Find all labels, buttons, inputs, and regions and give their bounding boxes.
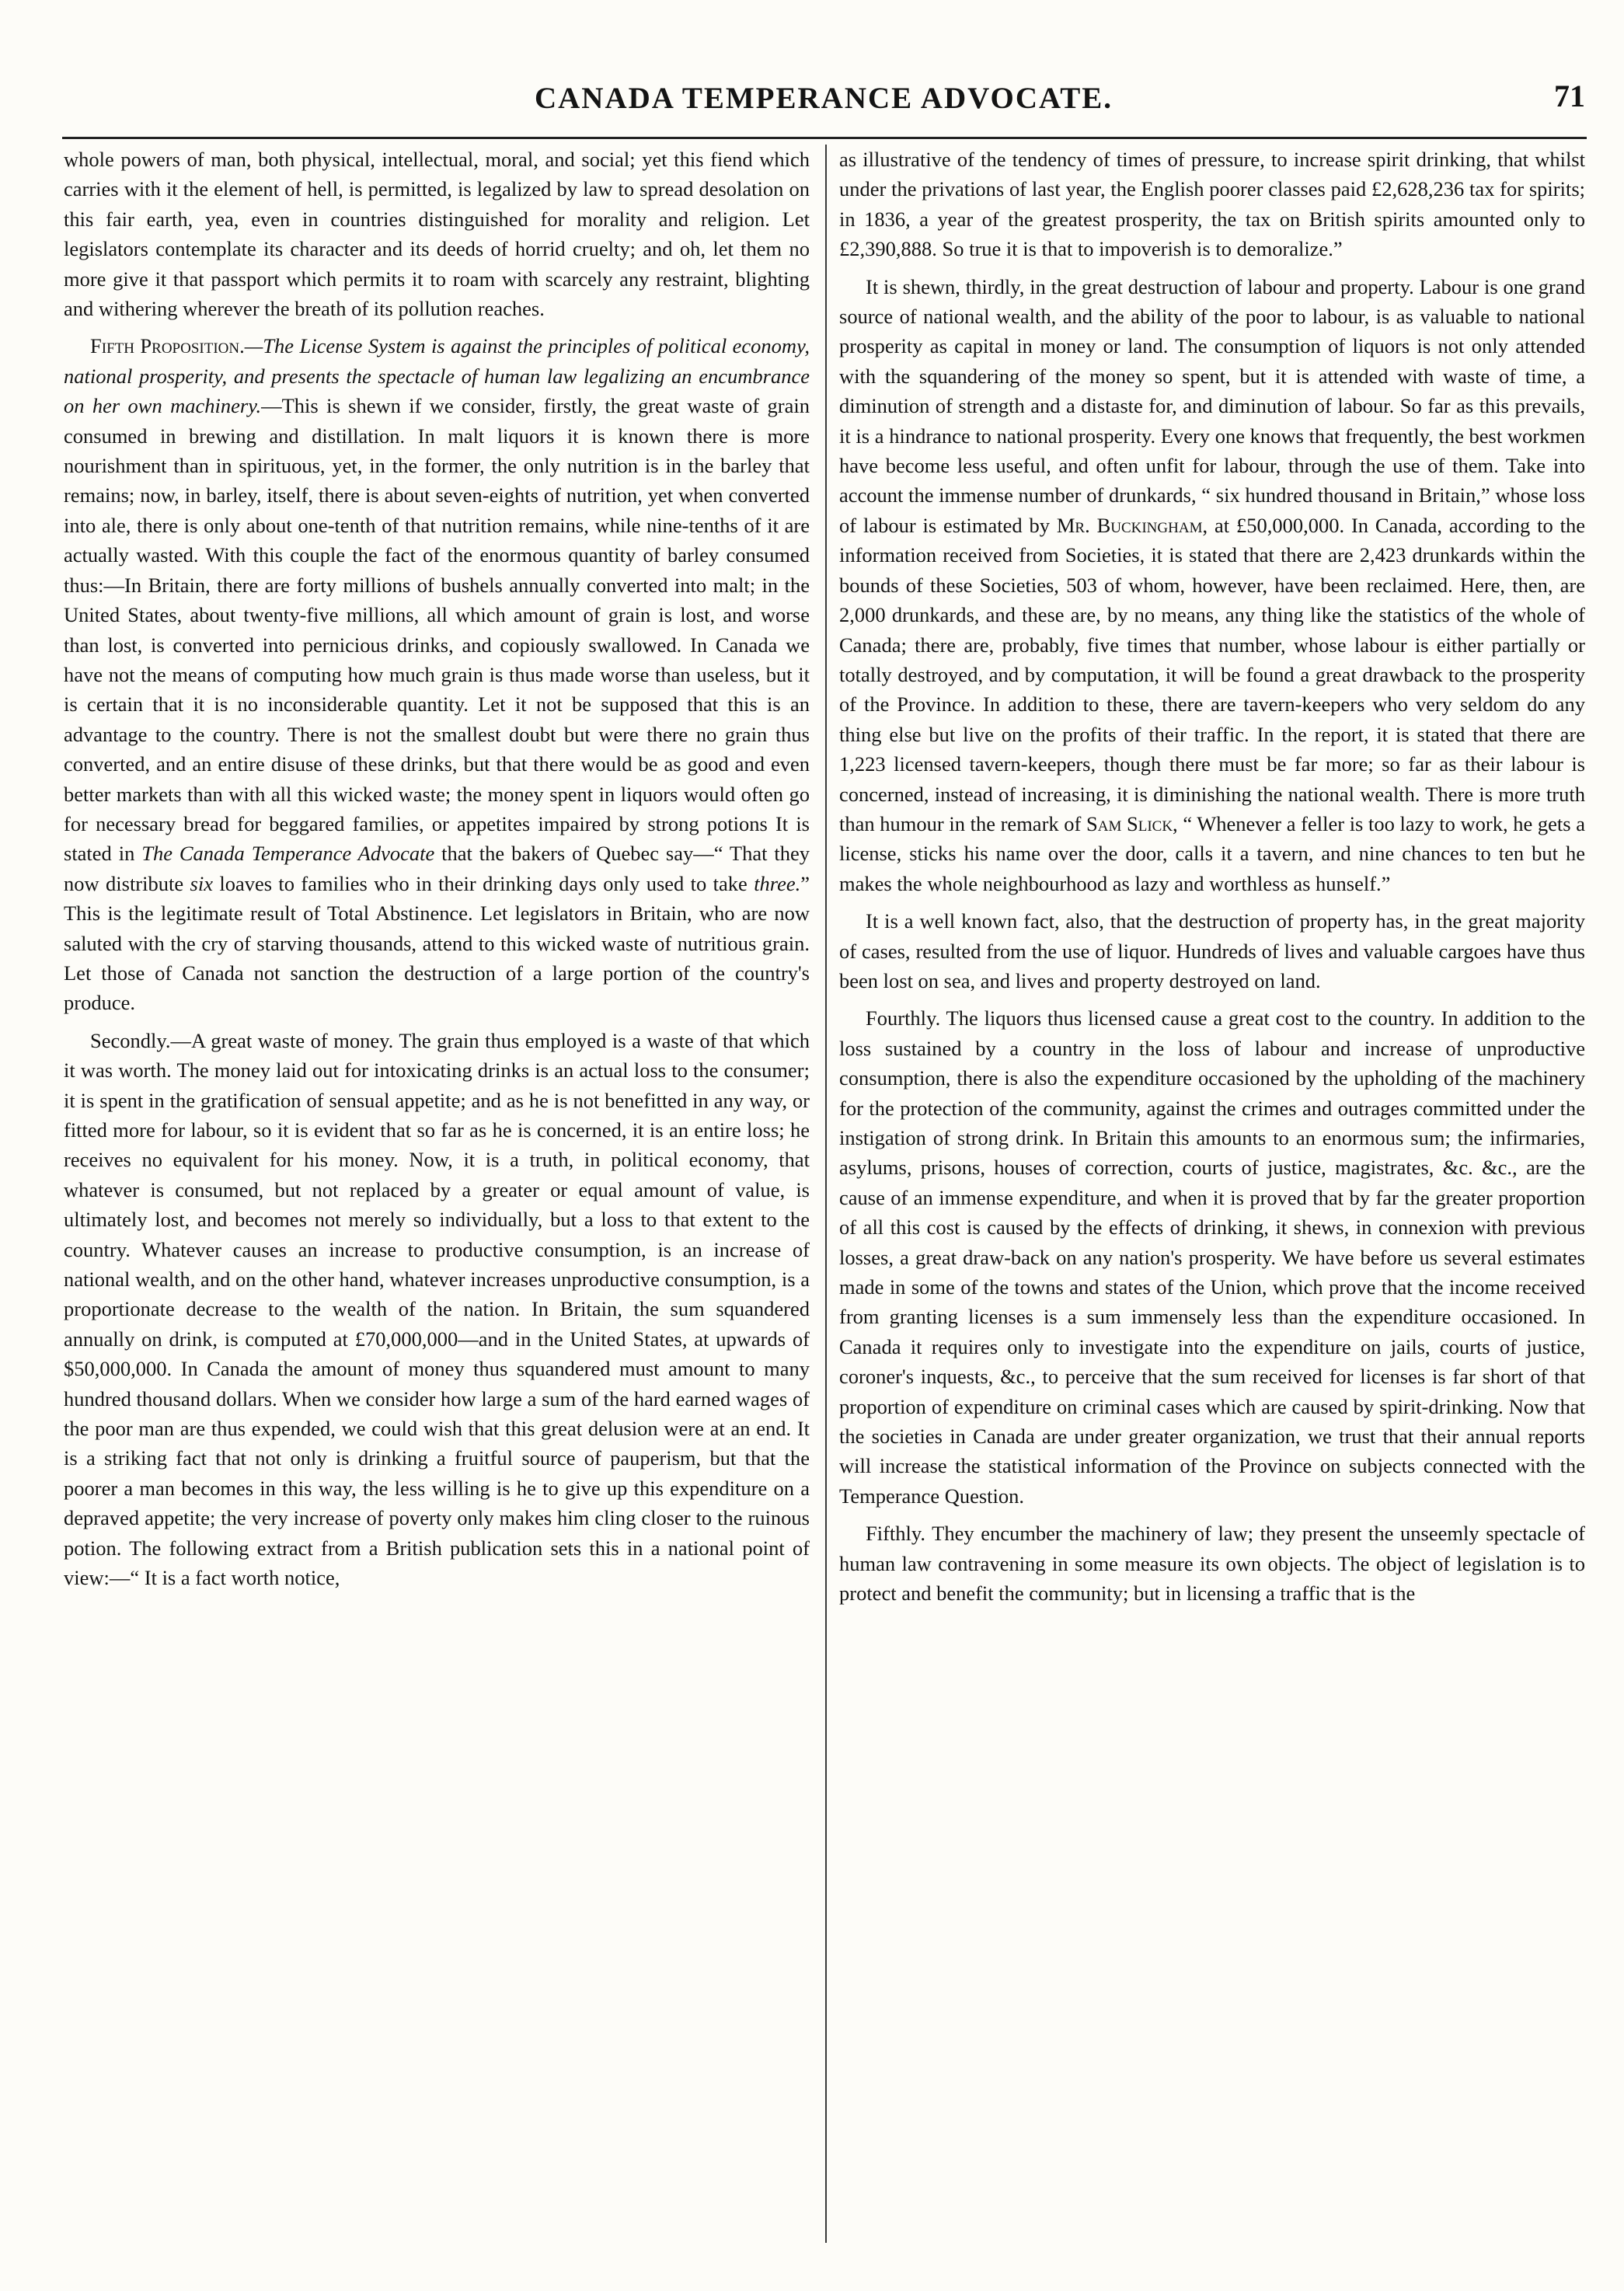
- page-number: 71: [1554, 78, 1585, 113]
- running-title: CANADA TEMPERANCE ADVOCATE.: [534, 82, 1113, 115]
- left-column: [64, 145, 810, 2258]
- paragraph: Fifthly. They encumber the machinery of law; they present the unseemly spectacle of human law contravening in some measure its own objects. The object of legislation is to protect and benefit the community; but in licensing a traffic that is the: [839, 1522, 1585, 1606]
- paragraph: It is a well known fact, also, that the destruction of property has, in the great majority of cases, resulted from the use of liquor. Hundreds of lives and valuable cargoes have thus been lost on sea, and lives and property destroyed on land.: [839, 909, 1585, 992]
- paragraph: as illustrative of the tendency of times of pressure, to increase spirit drinking, that whilst under the privations of last year, the English poorer classes paid £2,628,236 tax for spirits; in 1836, a year of the greatest prosperity, the tax on British spirits amounted only to £2,390,888. So true it is that to impoverish is to demoralize.”: [839, 148, 1585, 261]
- text-run: “ Whenever a feller is too lazy to work, he gets a license, sticks his name over the door, calls it a tavern, and nine chances to ten but he makes the whole neighbourhood as lazy and worthless as hunself.”: [839, 811, 1585, 895]
- text-run: at £50,000,000. In Canada, according to the information received from Societies, it is stated that there are 2,423 drunkards within the bounds of these Societies, 503 of whom, however, have been reclaimed. Here, then, are 2,000 drunkards, and these are, by no means, any thing like the statistics of the whole of Canada; there are, probably, five times that number, whose labour is either partially or totally destroyed, and by computation, it will be found a great drawback to the prosperity of the Province. In addition to these, there are tavern-keepers who very seldom do any thing else but live on the profits of their traffic. In the report, it is stated that there are 1,223 licensed tavern-keepers, though there must be far more; so far as their labour is concerned, instead of increasing, it is diminishing the national wealth. There is more truth than humour in the remark of: [839, 513, 1585, 835]
- paragraph: whole powers of man, both physical, intellectual, moral, and social; yet this fiend which carries with it the element of hell, is permitted, is legalized by law to spread desolation on this fair earth, yea, even in countries distinguished for morality and religion. Let legislators contemplate its character and its deeds of horrid cruelty; and oh, let them no more give it that passport which permits it to roam with scarcely any restraint, blighting and withering wherever the breath of its pollution reaches.: [64, 148, 810, 321]
- text-run: —This is shewn if we consider, firstly, the great waste of grain consumed in brewing and distillation. In malt liquors it is known there is more nourishment than in spirituous, yet, in the former, the only nutrition is in the barley that remains; now, in barley, itself, there is about seven-eights of nutrition, yet when converted into ale, there is only about one-tenth of that nutrition remains, while nine-tenths of it are actually wasted. With this couple the fact of the enormous quantity of barley consumed thus:—In Britain, there are forty millions of bushels annually converted into malt; in the United States, about twenty-five millions, all which amount of grain is lost, and worse than lost, is converted into pernicious drinks, and copiously swallowed. In Canada we have not the means of computing how much grain is thus made worse than useless, but it is certain that it is no inconsiderable quantity. Let it not be supposed that this is an advantage to the country. There is not the smallest doubt but were there no grain thus converted, and an entire disuse of these drinks, but that there would be as good and even better markets than with all this wicked waste; the money spent in liquors would often go for necessary bread for beggared families, or appetites impaired by strong potions It is stated in: [64, 394, 810, 866]
- text-run: It is shewn, thirdly, in the great destruction of labour and property. Labour is one grand source of national wealth, and the ability of the poor to labour, is as valuable to national prosperity as capital in money or land. The consumption of liquors is not only attended with the squandering of the money so spent, but it is attended with waste of time, a diminution of strength and a distaste for, and diminution of labour. So far as this prevails, it is a hindrance to national prosperity. Every one knows that frequently, the best workmen have become less useful, and often unfit for labour, through the use of them. Take into account the immense number of drunkards, “ six hundred thousand in Britain,” whose loss of labour is estimated by: [839, 274, 1585, 537]
- emphasis: three.: [754, 871, 801, 895]
- column-divider: [825, 145, 827, 2243]
- paragraph: Fourthly. The liquors thus licensed cause a great cost to the country. In addition to the loss sustained by a country in the loss of labour and increase of unproductive consumption, there is also the expenditure occasioned by the upholding of the machinery for the protection of the community, against the crimes and outrages committed under the instigation of strong drink. In Britain this amounts to an enormous sum; the infirmaries, asylums, prisons, houses of correction, courts of justice, magistrates, &c. &c., are the cause of an immense expenditure, and when it is proved that by far the greater proportion of all this cost is caused by the effects of drinking, it shews, in connexion with previous losses, a great draw-back on any nation's prosperity. We have before us several estimates made in some of the towns and states of the Union, which prove that the income received from granting licenses is a sum immensely less than the expenditure occasioned. In Canada it requires only to investigate into the expenditure on jails, courts of justice, coroner's inquests, &c., to perceive that the sum received for licenses is far short of that proportion of expenditure on criminal cases which are caused by spirit-drinking. Now that the societies in Canada are under greater organization, we trust that their annual reports will increase the statistical information of the Province on subjects connected with the Temperance Question.: [839, 1006, 1585, 1508]
- paragraph-fifth-proposition: [64, 331, 810, 1017]
- page-header: [62, 78, 1585, 131]
- right-column: [839, 145, 1585, 2258]
- proposition-statement: —The License System is against the principles of political economy, national prosperity, and presents the spectacle of human law legalizing an encumbrance on her own machinery.: [64, 334, 810, 418]
- publication-title: The Canada Temperance Advocate: [141, 842, 435, 866]
- section-label: Fifth Proposition.: [90, 334, 245, 358]
- paragraph: [839, 272, 1585, 899]
- header-rule: [62, 137, 1587, 139]
- person-name: Mr. Buckingham,: [1056, 513, 1208, 537]
- paragraph: Secondly.—A great waste of money. The grain thus employed is a waste of that which it was worth. The money laid out for intoxicating drinks is an actual loss to the consumer; it is spent in the gratification of sensual appetite; and as he is not benefitted in any way, or fitted more for labour, so it is evident that so far as he is concerned, it is an entire loss; he receives no equivalent for his money. Now, it is a truth, in political economy, that whatever is consumed, but not replaced by a greater or equal amount of value, is ultimately lost, and becomes not merely so individually, but a loss to that extent to the country. Whatever causes an increase to productive consumption, is an increase of national wealth, and on the other hand, whatever increases unproductive consumption, is a proportionate decrease to the wealth of the nation. In Britain, the sum squandered annually on drink, is computed at £70,000,000—and in the United States, at upwards of $50,000,000. In Canada the amount of money thus squandered must amount to many hundred thousand dollars. When we consider how large a sum of the hard earned wages of the poor man are thus expended, we could wish that this great delusion were at an end. It is a striking fact that not only is drinking a fruitful source of pauperism, but that the poorer a man becomes in this way, the less willing is he to give up this expenditure on a depraved appetite; the very increase of poverty only makes him cling closer to the ruinous potion. The following extract from a British publication sets this in a national point of view:—“ It is a fact worth notice,: [64, 1028, 810, 1590]
- text-run: ” This is the legitimate result of Total Abstinence. Let legislators in Britain, who are now saluted with the cry of starving thousands, attend to this wicked waste of nutritious grain. Let those of Canada not sanction the destruction of a large portion of the country's produce.: [64, 871, 810, 1015]
- person-name: Sam Slick,: [1086, 811, 1178, 835]
- text-run: that the bakers of Quebec say—“ That they now distribute: [64, 842, 810, 895]
- text-run: loaves to families who in their drinking days only used to take: [219, 871, 748, 895]
- emphasis: six: [190, 871, 213, 895]
